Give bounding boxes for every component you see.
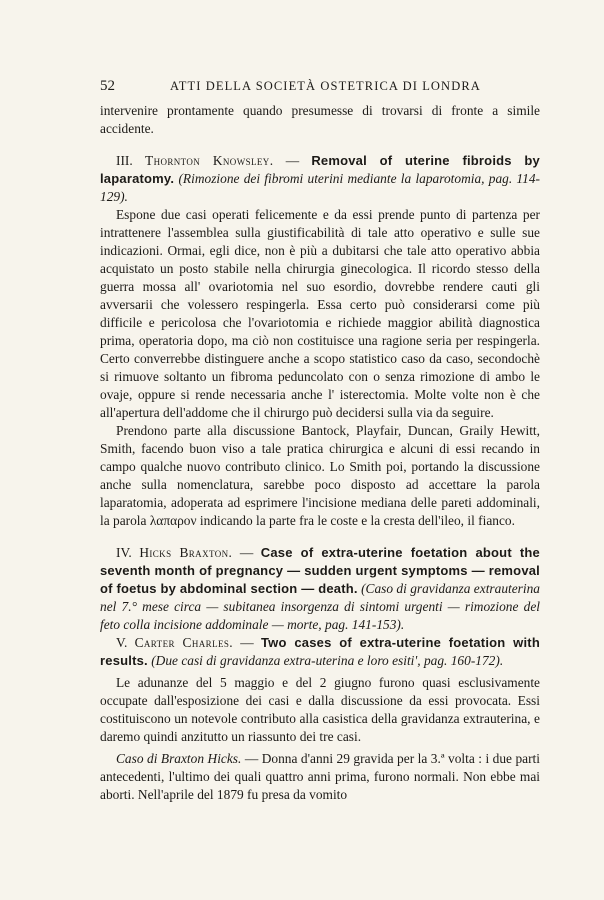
entry-dash: — [233,635,261,650]
entry-dash: — [232,545,261,560]
braxton-hicks-case [100,750,540,804]
continued-paragraph: intervenire prontamente quando presumesse di trovarsi di fronte a simile accidente. [100,103,540,136]
entry-author: Thornton Knowsley. [144,153,274,168]
entry-iii-summary: Espone due casi operati felicemente e da essi prende punto di partenza per intrattenere l'assemblea sulla giustificabilità di tale atto operativo e sulle sue indicazioni. Ormai, egli dice, non è più a dubitarsi che tale atto operativo abbia acquistato un posto stabile nella chirurgia ginecologica. Il ricordo stesso della guerra mossa all' ovariotomia nel suo esordio, dovrebbe rendere cauti gli avversarii che volessero respingerla. Essa certo può considerarsi come più difficile e pericolosa che l'ovariotomia e richiede maggior abilità diagnostica prima, operatoria dopo, ma ciò non costituisce una ragione seria per respingerla. Certo converrebbe distinguere anche a scopo statistico caso da caso, secondochè si rimuove soltanto un fibroma peduncolato con o senza rimozione di ambo le ovaje, oppure si rende necessaria anche l' isterectomia. Molte volte non è che all'apertura dell'addome che il chirurgo può decidersi sulla via da seguire. [100,207,540,420]
page-header [100,78,540,98]
entry-translation: (Rimozione dei fibromi uterini mediante la laparotomia, pag. 114-129). [100,171,540,204]
entry-iii-discussion: Prendono parte alla discussione Bantock, Playfair, Duncan, Graily Hewitt, Smith, facendo buon viso a tale pratica chirurgica e alcuni di essi recando in campo qualche nuovo contributo clinico. Lo Smith poi, portando la discussione anche sulla nomenclatura, sarebbe poco disposto ad accettare la parola laparatomia, adoperata ad esprimere l'incisione mediana delle pareti addominali, la parola λαπαρον indicando la parte fra le coste e la cresta dell'ileo, il fianco. [100,423,540,528]
entry-iii-heading [100,152,540,206]
entry-author: Carter Charles. [134,635,234,650]
case-text: Donna d'anni 29 gravida per la 3.ª volta : i due parti antecedenti, l'ultimo dei quali quattro anni prima, furono normali. Non ebbe mai aborti. Nell'aprile del 1879 fu presa da vomito [100,751,541,802]
meetings-paragraph: Le adunanze del 5 maggio e del 2 giugno furono quasi esclusivamente occupate dall'esposizione dei casi e dalla discussione da essi provocata. Essi costituiscono un notevole contributo alla casistica della gravidanza extrauterina, e daremo quindi anzitutto un riassunto dei tre casi. [100,675,540,744]
entry-number: IV. [116,545,132,560]
entry-dash: — [273,153,312,168]
entry-iv-heading [100,544,540,634]
entry-v-heading [100,634,540,670]
page-number: 52 [100,78,115,94]
entry-title: Two cases of extra-uterine foetation with results. [100,635,540,668]
page-body [100,102,540,804]
entry-author: Hicks Braxton. [139,545,233,560]
entry-title: Removal of uterine fibroids by laparatomy. [100,153,540,186]
case-dash: — [241,751,262,766]
entry-title: Case of extra-uterine foetation about the seventh month of pregnancy — sudden urgent symptoms — removal of foetus by abdominal section — death. [100,545,540,596]
case-title: Caso di Braxton Hicks. [116,751,242,766]
entry-number: V. [116,635,128,650]
entry-number: III. [116,153,133,168]
entry-translation: (Caso di gravidanza extrauterina nel 7.° mese circa — subitanea insorgenza di sintomi urgenti — rimozione del feto colla incisione addominale — morte, pag. 141-153). [100,581,541,632]
entry-translation: (Due casi di gravidanza extra-uterina e loro esiti', pag. 160-172). [151,653,504,668]
running-title: ATTI DELLA SOCIETÀ OSTETRICA DI LONDRA [170,79,481,93]
